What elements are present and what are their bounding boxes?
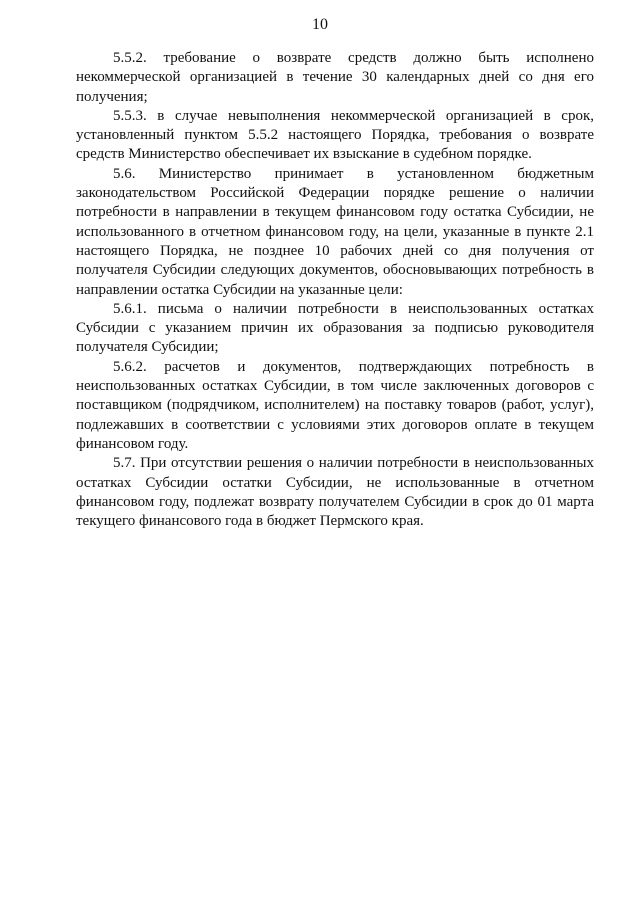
paragraph-5-6-2: 5.6.2. расчетов и документов, подтверждающих потребность в неиспользованных остатках Субсидии, в том числе заключенных договоров с поставщиком (подрядчиком, исполнителем) на поставку товаров (работ, услуг), подлежавших в соответствии с условиями этих договоров оплате в текущем финансовом году.	[76, 358, 594, 452]
document-body	[76, 49, 594, 531]
paragraph-5-7: 5.7. При отсутствии решения о наличии потребности в неиспользованных остатках Субсидии остатки Субсидии, не использованные в отчетном финансовом году, подлежат возврату получателем Субсидии в срок до 01 марта текущего финансового года в бюджет Пермского края.	[76, 455, 594, 530]
paragraph-5-5-2: 5.5.2. требование о возврате средств должно быть исполнено некоммерческой организацией в течение 30 календарных дней со дня его получения;	[76, 50, 594, 105]
paragraph-5-6-1: 5.6.1. письма о наличии потребности в неиспользованных остатках Субсидии с указанием причин их образования за подписью руководителя получателя Субсидии;	[76, 300, 594, 356]
paragraph-5-5-3: 5.5.3. в случае невыполнения некоммерческой организацией в срок, установленный пунктом 5.5.2 настоящего Порядка, требования о возврате средств Министерство обеспечивает их взыскание в судебном порядке.	[76, 107, 594, 163]
page-number: 10	[312, 16, 328, 33]
paragraph-5-6: 5.6. Министерство принимает в установленном бюджетным законодательством Российской Федерации порядке решение о наличии потребности в направлении в текущем финансовом году остатка Субсидии, не использованного в отчетном финансовом году, на цели, указанные в пункте 2.1 настоящего Порядка, не позднее 10 рабочих дней со дня получения от получателя Субсидии следующих документов, обосновывающих потребность в направлении остатка Субсидии на указанные цели:	[76, 165, 594, 298]
